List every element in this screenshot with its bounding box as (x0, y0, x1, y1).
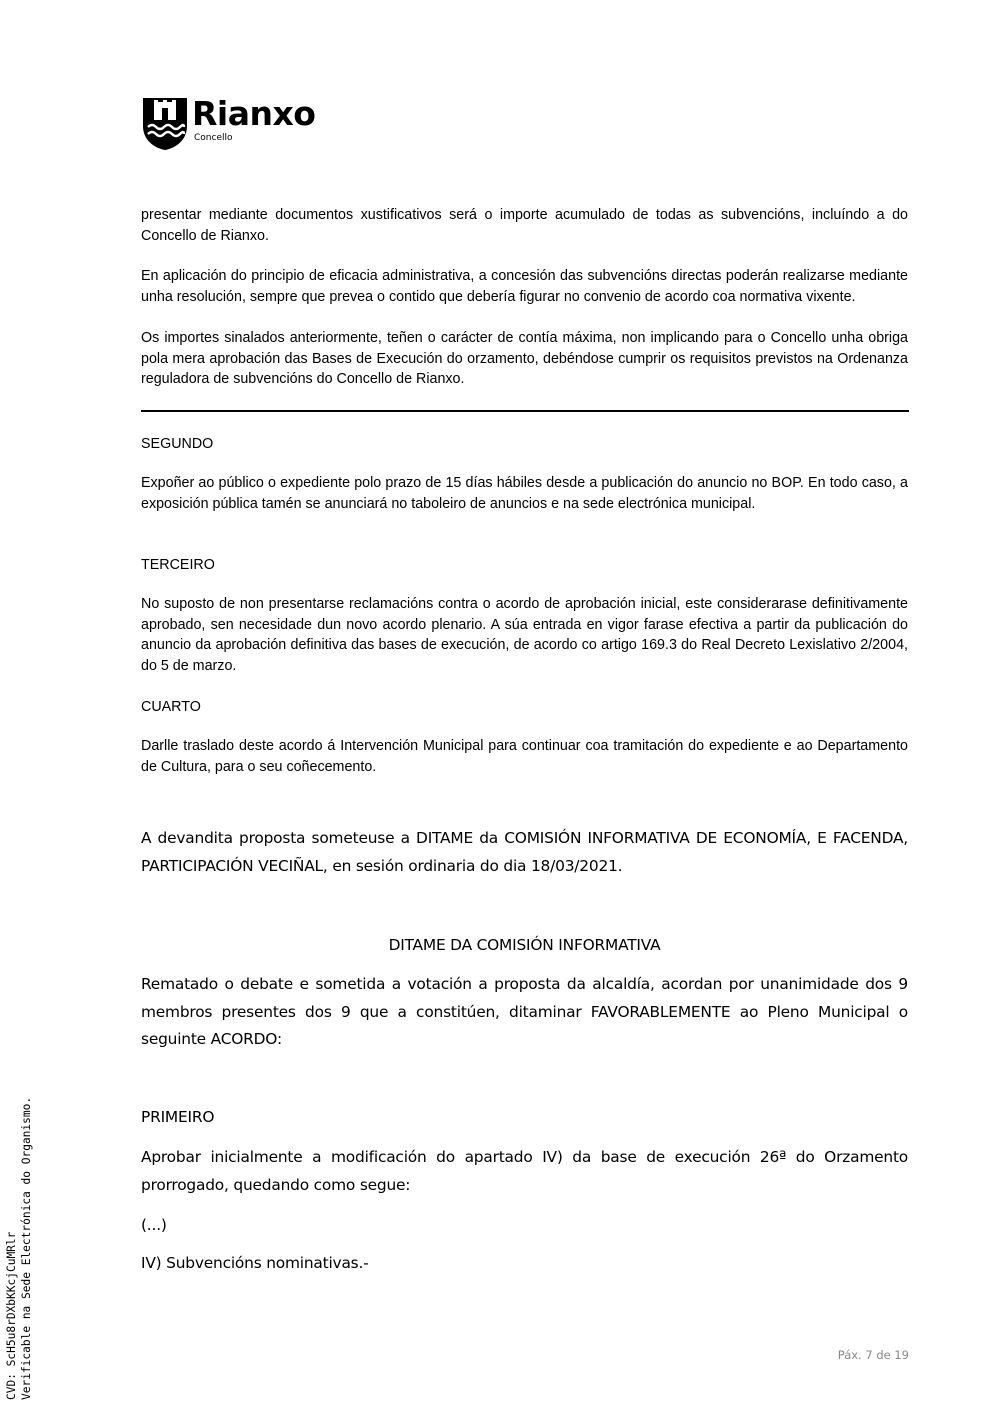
ditame-paragraph: Rematado o debate e sometida a votación a proposta da alcaldía, acordan por unanimidade dos 9 membros presentes dos 9 que a constitúen, ditaminar FAVORABLEMENTE ao Pleno Municipal o seguinte ACORDO: (141, 975, 908, 1048)
primeiro-paragraph: Aprobar inicialmente a modificación do apartado IV) da base de execución 26ª do Orzamento prorrogado, quedando como segue: (141, 1148, 908, 1194)
terceiro-paragraph: No suposto de non presentarse reclamacións contra o acordo de aprobación inicial, este considerarase definitivamente aprobado, sen necesidade dun novo acordo plenario. A súa entrada en vigor farase efectiva a partir da publicación do anuncio da aprobación definitiva das bases de execución, de acordo co artigo 169.3 do Real Decreto Lexislativo 2/2004, do 5 de marzo. (141, 596, 908, 675)
ditame-heading (141, 932, 908, 960)
castle-shield-icon (142, 96, 188, 150)
verification-stamp (4, 1097, 34, 1400)
segundo-paragraph: Expoñer ao público o expediente polo prazo de 15 días hábiles desde a publicación do anuncio no BOP. En todo caso, a exposición pública tamén se anunciará no taboleiro de anuncios e na sede electrónica municipal. (141, 475, 908, 512)
proposta-paragraph: A devandita proposta someteuse a DITAME da COMISIÓN INFORMATIVA DE ECONOMÍA, E FACENDA, PARTICIPACIÓN VECIÑAL, en sesión ordinaria do dia 18/03/2021. (141, 829, 908, 875)
terceiro-heading-text: TERCEIRO (141, 557, 215, 573)
terceiro-text (141, 594, 908, 677)
section-divider (141, 410, 909, 412)
segundo-text (141, 473, 908, 514)
primeiro-text (141, 1144, 908, 1199)
intro-paragraph: presentar mediante documentos xustificativos será o importe acumulado de todas as subvencións, incluíndo a do Concello de Rianxo. (141, 207, 908, 244)
cuarto-heading-text: CUARTO (141, 699, 201, 715)
verification-note: Verificable na Sede Electrónica do Organismo. (20, 1096, 33, 1400)
segundo-heading-text: SEGUNDO (141, 436, 214, 452)
terceiro-heading (141, 555, 908, 575)
cuarto-heading (141, 697, 908, 717)
concello-logo (142, 94, 316, 152)
proposta-section (141, 825, 908, 880)
logo-subtitle: Concello (194, 133, 233, 143)
logo-wordmark: Rianxo (192, 94, 316, 133)
ditame-section (141, 971, 908, 1054)
segundo-heading (141, 434, 908, 454)
intro-section (141, 205, 908, 390)
cuarto-text (141, 736, 908, 777)
page-number: Páx. 7 de 19 (837, 1348, 909, 1362)
ellipsis (141, 1212, 908, 1240)
ditame-heading-text: DITAME DA COMISIÓN INFORMATIVA (388, 936, 661, 954)
subheading (141, 1250, 908, 1278)
intro-paragraph: En aplicación do principio de eficacia administrativa, a concesión das subvencións directas poderán realizarse mediante unha resolución, sempre que prevea o contido que debería figurar no convenio de acordo coa normativa vixente. (141, 268, 908, 306)
primeiro-heading-text: PRIMEIRO (141, 1108, 215, 1126)
primeiro-heading (141, 1104, 908, 1132)
cuarto-paragraph: Darlle traslado deste acordo á Intervención Municipal para continuar coa tramitación do expediente e ao Departamento de Cultura, para o seu coñecemento. (141, 738, 908, 775)
subvencions-subheading: IV) Subvencións nominativas.- (141, 1254, 369, 1272)
ellipsis-text: (...) (141, 1216, 167, 1234)
intro-paragraph: Os importes sinalados anteriormente, teñen o carácter de contía máxima, non implicando para o Concello unha obriga pola mera aprobación das Bases de Execución do orzamento, debéndose cumprir os requisitos previstos na Ordenanza reguladora de subvencións do Concello de Rianxo. (141, 329, 908, 388)
cvd-code: CVD: ScH5u8rDXbKKcjCuMRlr (5, 1231, 18, 1400)
